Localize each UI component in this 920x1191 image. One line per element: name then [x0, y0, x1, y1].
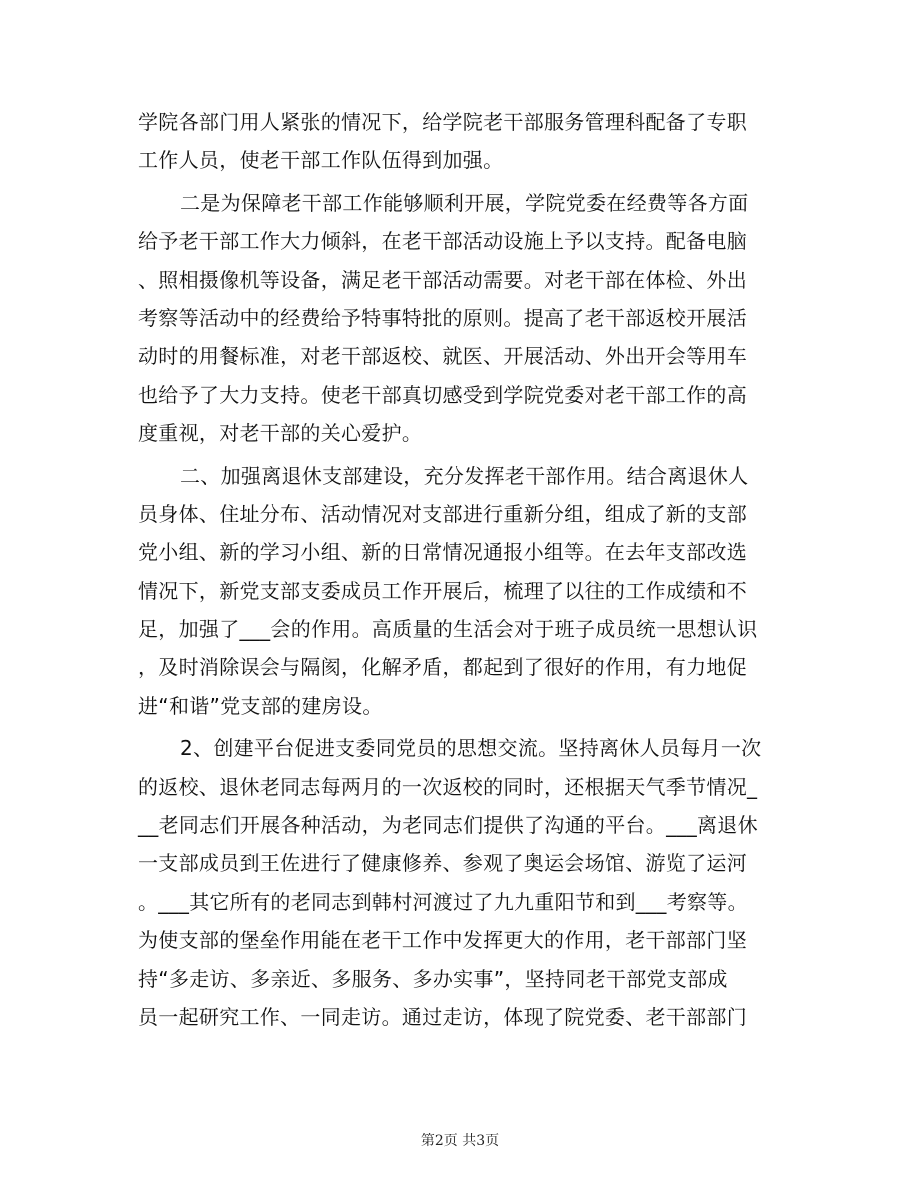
text-line: 度重视，对老干部的关心爱护。 — [138, 421, 423, 446]
text-line: 动时的用餐标准，对老干部返校、就医、开展活动、外出开会等用车 — [138, 344, 747, 369]
text-line: ，及时消除误会与隔阂，化解矛盾，都起到了很好的作用，有力地促 — [138, 655, 747, 680]
text-line: 、照相摄像机等设备，满足老干部活动需要。对老干部在体检、外出 — [138, 267, 747, 292]
text-line: 给予老干部工作大力倾斜，在老干部活动设施上予以支持。配备电脑 — [138, 229, 747, 254]
text-line: 为使支部的堡垒作用能在老干工作中发挥更大的作用，老干部部门坚 — [138, 928, 747, 953]
paragraph-start-line: 二、加强离退休支部建设，充分发挥老干部作用。结合离退休人 — [180, 463, 749, 488]
text-line: __老同志们开展各种活动，为老同志们提供了沟通的平台。___离退休 — [138, 813, 758, 838]
text-line: 员一起研究工作、一同走访。通过走访，体现了院党委、老干部部门 — [138, 1004, 747, 1029]
text-line: 的返校、退休老同志每两月的一次返校的同时，还根据天气季节情况_ — [138, 774, 758, 799]
text-line: 足，加强了___会的作用。高质量的生活会对于班子成员统一思想认识 — [138, 617, 758, 642]
text-line: 员身体、住址分布、活动情况对支部进行重新分组，组成了新的支部 — [138, 501, 747, 526]
document-body — [138, 103, 788, 1036]
text-line: 考察等活动中的经费给予特事特批的原则。提高了老干部返校开展活 — [138, 305, 747, 330]
text-line: 进“和谐”党支部的建房设。 — [138, 693, 383, 718]
text-line: 。___其它所有的老同志到韩村河渡过了九九重阳节和到___考察等。 — [138, 889, 748, 914]
text-line: 工作人员，使老干部工作队伍得到加强。 — [138, 148, 504, 173]
text-line: 学院各部门用人紧张的情况下，给学院老干部服务管理科配备了专职 — [138, 110, 747, 134]
paragraph-start-line: 二是为保障老干部工作能够顺利开展，学院党委在经费等各方面 — [180, 190, 749, 215]
text-line: 党小组、新的学习小组、新的日常情况通报小组等。在去年支部改选 — [138, 540, 747, 565]
paragraph-start-line: 2、创建平台促进支委同党员的思想交流。坚持离休人员每月一次 — [180, 736, 762, 761]
text-line: 持“多走访、多亲近、多服务、多办实事”，坚持同老干部党支部成 — [138, 966, 728, 991]
text-line: 情况下，新党支部支委成员工作开展后，梳理了以往的工作成绩和不 — [138, 578, 747, 603]
text-line: 也给予了大力支持。使老干部真切感受到学院党委对老干部工作的高 — [138, 382, 747, 407]
text-line: 一支部成员到王佐进行了健康修养、参观了奥运会场馆、游览了运河 — [138, 851, 747, 876]
page-number-footer: 第2页 共3页 — [420, 1133, 500, 1149]
